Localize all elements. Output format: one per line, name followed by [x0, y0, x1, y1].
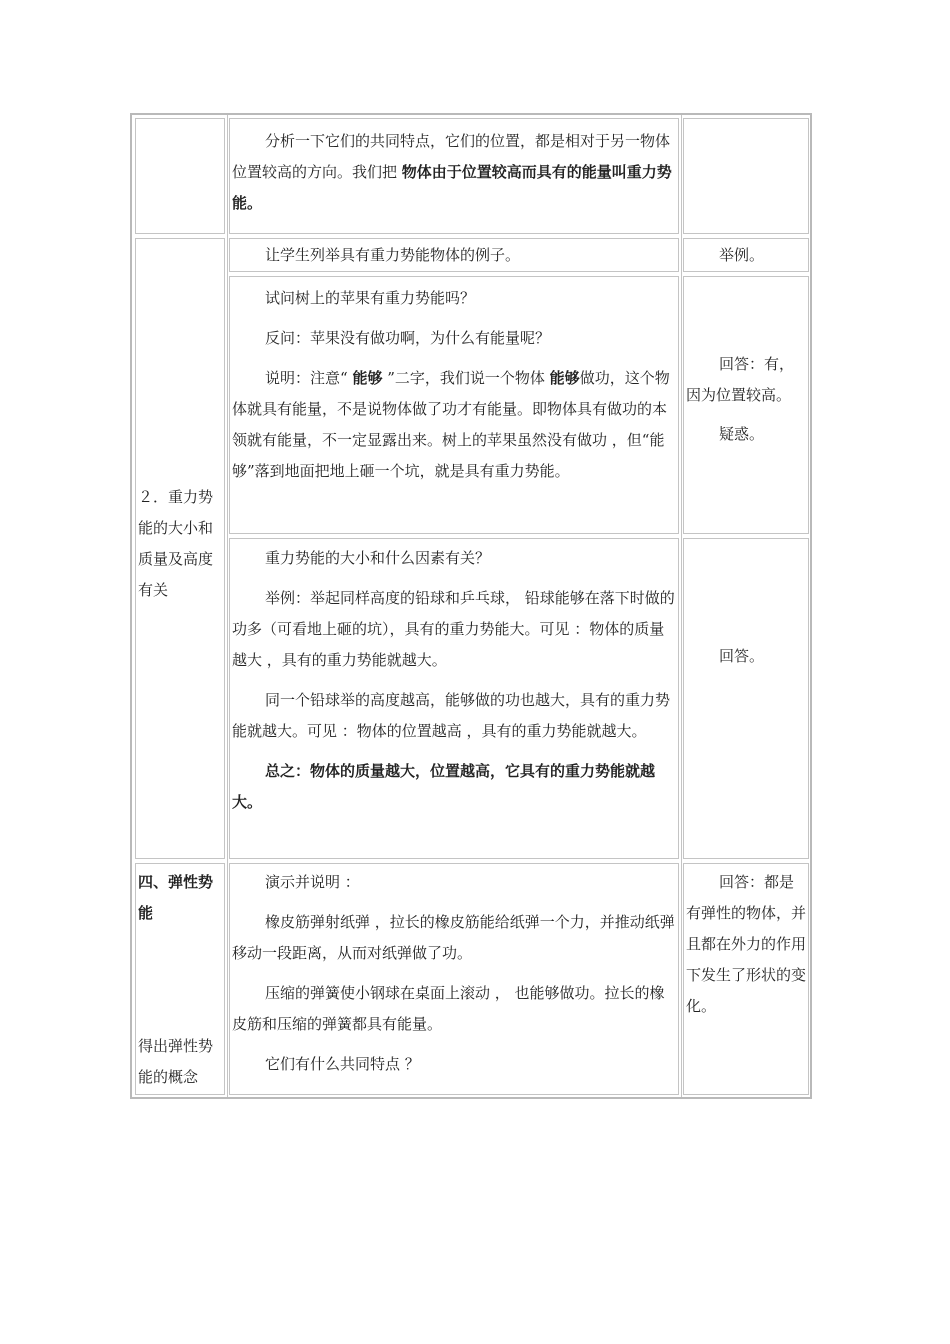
row2c-main-cell — [229, 538, 679, 859]
explanation-text: 做功，这个物体就具有能量，不是说物体做了功才有能量。即物体具有做功的本领就有能量，不一定显露出来。树上的苹果虽然没有做功 ，但“能够”落到地面把地上砸一个坑，就是具有重力势能。 — [232, 369, 670, 480]
example-height: 同一个铅球举的高度越高，能够做的功也越大，具有的重力势能就越大。可见 ：物体的位置越高 ，具有的重力势能就越大。 — [232, 691, 671, 740]
explanation-text: 说明：注意“ — [265, 369, 353, 387]
student-response: 举例。 — [719, 246, 765, 264]
student-response: 回答：有，因为位置较高。 — [686, 355, 795, 404]
row2-left-cell — [135, 238, 225, 859]
student-response: 回答：都是有弹性的物体，并且都在外力的作用下发生了形状的变化。 — [686, 873, 807, 1015]
keyword-bold: 能够 — [549, 369, 580, 387]
list-examples-text: 让学生列举具有重力势能物体的例子。 — [265, 246, 521, 264]
summary-bold: 总之：物体的质量越大，位置越高，它具有的重力势能就越大。 — [232, 762, 656, 811]
row1-right-cell — [683, 118, 809, 234]
row2a-main-cell — [229, 238, 679, 272]
definition-text: 分析一下它们的共同特点，它们的位置，都是相对于另一物体位置较高的方向。我们把 — [232, 132, 671, 181]
keyword-bold: 能够 — [352, 369, 383, 387]
row3-right-cell — [683, 863, 809, 1095]
lesson-table — [130, 113, 812, 1099]
common-feature-question: 它们有什么共同特点 ？ — [265, 1055, 420, 1073]
apple-question: 试问树上的苹果有重力势能吗？ — [265, 289, 476, 307]
row2b-main-cell — [229, 276, 679, 534]
section-title-elastic: 四、弹性势能 — [138, 873, 214, 922]
column-divider — [227, 115, 228, 1097]
explanation-text: ”二字，我们说一个物体 — [382, 369, 550, 387]
gravity-definition-paragraph — [232, 126, 676, 219]
student-response: 疑惑。 — [719, 425, 765, 443]
explanation-paragraph — [232, 363, 676, 487]
section-subtitle: 得出弹性势能的概念 — [138, 1037, 214, 1086]
factor-question: 重力势能的大小和什么因素有关？ — [265, 549, 491, 567]
demo-rubber-band: 橡皮筋弹射纸弹 ，拉长的橡皮筋能给纸弹一个力，并推动纸弹移动一段距离，从而对纸弹做了功。 — [232, 913, 675, 962]
row3-main-cell — [229, 863, 679, 1095]
row2a-right-cell — [683, 238, 809, 272]
row2b-right-cell — [683, 276, 809, 534]
demo-spring: 压缩的弹簧使小钢球在桌面上滚动 ， 也能够做功。拉长的橡皮筋和压缩的弹簧都具有能量。 — [232, 984, 665, 1033]
definition-bold-text: 物体由于位置较高而具有的能量叫重力势能。 — [232, 163, 672, 212]
row3-left-cell — [135, 863, 225, 1095]
section-label-gravity-factors: ２．重力势能的大小和质量及高度有关 — [138, 488, 214, 599]
example-mass: 举例：举起同样高度的铅球和乒乓球， 铅球能够在落下时做的功多（可看地上砸的坑），具有的重力势能大。可见 ：物体的质量越大 ，具有的重力势能就越大。 — [232, 589, 675, 669]
column-divider — [681, 115, 682, 1097]
row2c-right-cell — [683, 538, 809, 859]
row1-left-cell — [135, 118, 225, 234]
counter-question: 反问：苹果没有做功啊，为什么有能量呢？ — [265, 329, 551, 347]
demo-intro: 演示并说明 ： — [265, 873, 360, 891]
row1-main-cell — [229, 118, 679, 234]
student-response: 回答。 — [719, 647, 765, 665]
